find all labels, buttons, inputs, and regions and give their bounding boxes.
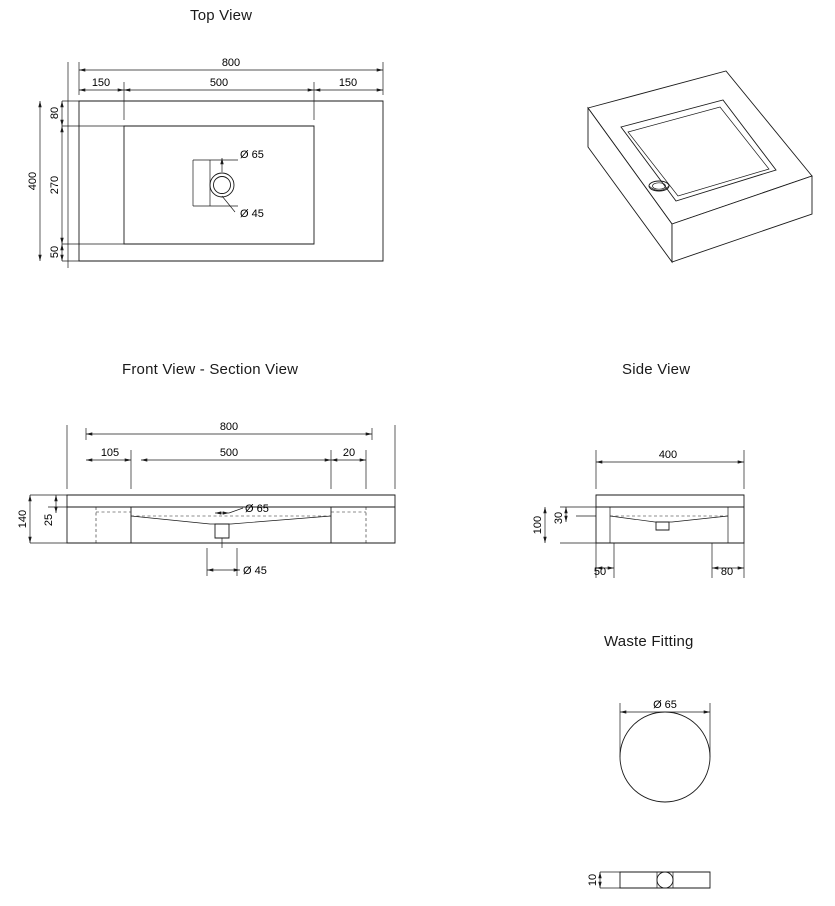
dim-top-waste-outer-dia: Ø 65 <box>240 149 264 161</box>
front-view-dimensions <box>17 421 395 577</box>
side-view-dimensions <box>532 449 744 578</box>
dim-front-overall-height: 140 <box>17 509 29 529</box>
waste-fitting-title: Waste Fitting <box>604 633 694 650</box>
dim-front-waste-outer-dia: Ø 65 <box>245 503 269 515</box>
dim-waste-diameter: Ø 65 <box>653 699 677 711</box>
dim-front-right-offset: 20 <box>342 447 356 459</box>
waste-fitting-geometry <box>587 699 710 888</box>
dim-front-middle-segment: 500 <box>219 447 239 459</box>
dim-front-left-offset: 105 <box>100 447 120 459</box>
dim-front-waste-inner-dia: Ø 45 <box>243 565 267 577</box>
top-view-geometry <box>79 101 383 261</box>
dim-top-middle-segment: 500 <box>209 77 229 89</box>
front-view-geometry <box>67 495 395 548</box>
dim-top-waste-inner-dia: Ø 45 <box>240 208 264 220</box>
front-view-title: Front View - Section View <box>122 361 299 378</box>
dim-top-right-segment: 150 <box>338 77 358 89</box>
side-view-title: Side View <box>622 361 691 378</box>
dim-top-front-segment: 50 <box>49 245 61 259</box>
dim-side-basin-height: 30 <box>553 511 565 525</box>
dim-side-overall-height: 100 <box>532 515 544 535</box>
dim-front-rim-height: 25 <box>43 513 55 527</box>
dim-top-overall-width: 800 <box>221 57 241 69</box>
dim-top-back-segment: 80 <box>49 106 61 120</box>
isometric-view-geometry <box>588 71 812 262</box>
top-view-dimensions <box>27 57 383 268</box>
dim-top-left-segment: 150 <box>91 77 111 89</box>
dim-waste-thickness: 10 <box>587 873 599 887</box>
dim-top-overall-depth: 400 <box>27 171 39 191</box>
dim-side-front-offset: 50 <box>593 566 607 578</box>
top-view-title: Top View <box>190 7 253 24</box>
side-view-geometry <box>596 495 744 543</box>
dim-side-overall-depth: 400 <box>658 449 678 461</box>
dim-side-back-offset: 80 <box>720 566 734 578</box>
dim-front-overall-width: 800 <box>219 421 239 433</box>
dim-top-basin-depth: 270 <box>49 175 61 195</box>
